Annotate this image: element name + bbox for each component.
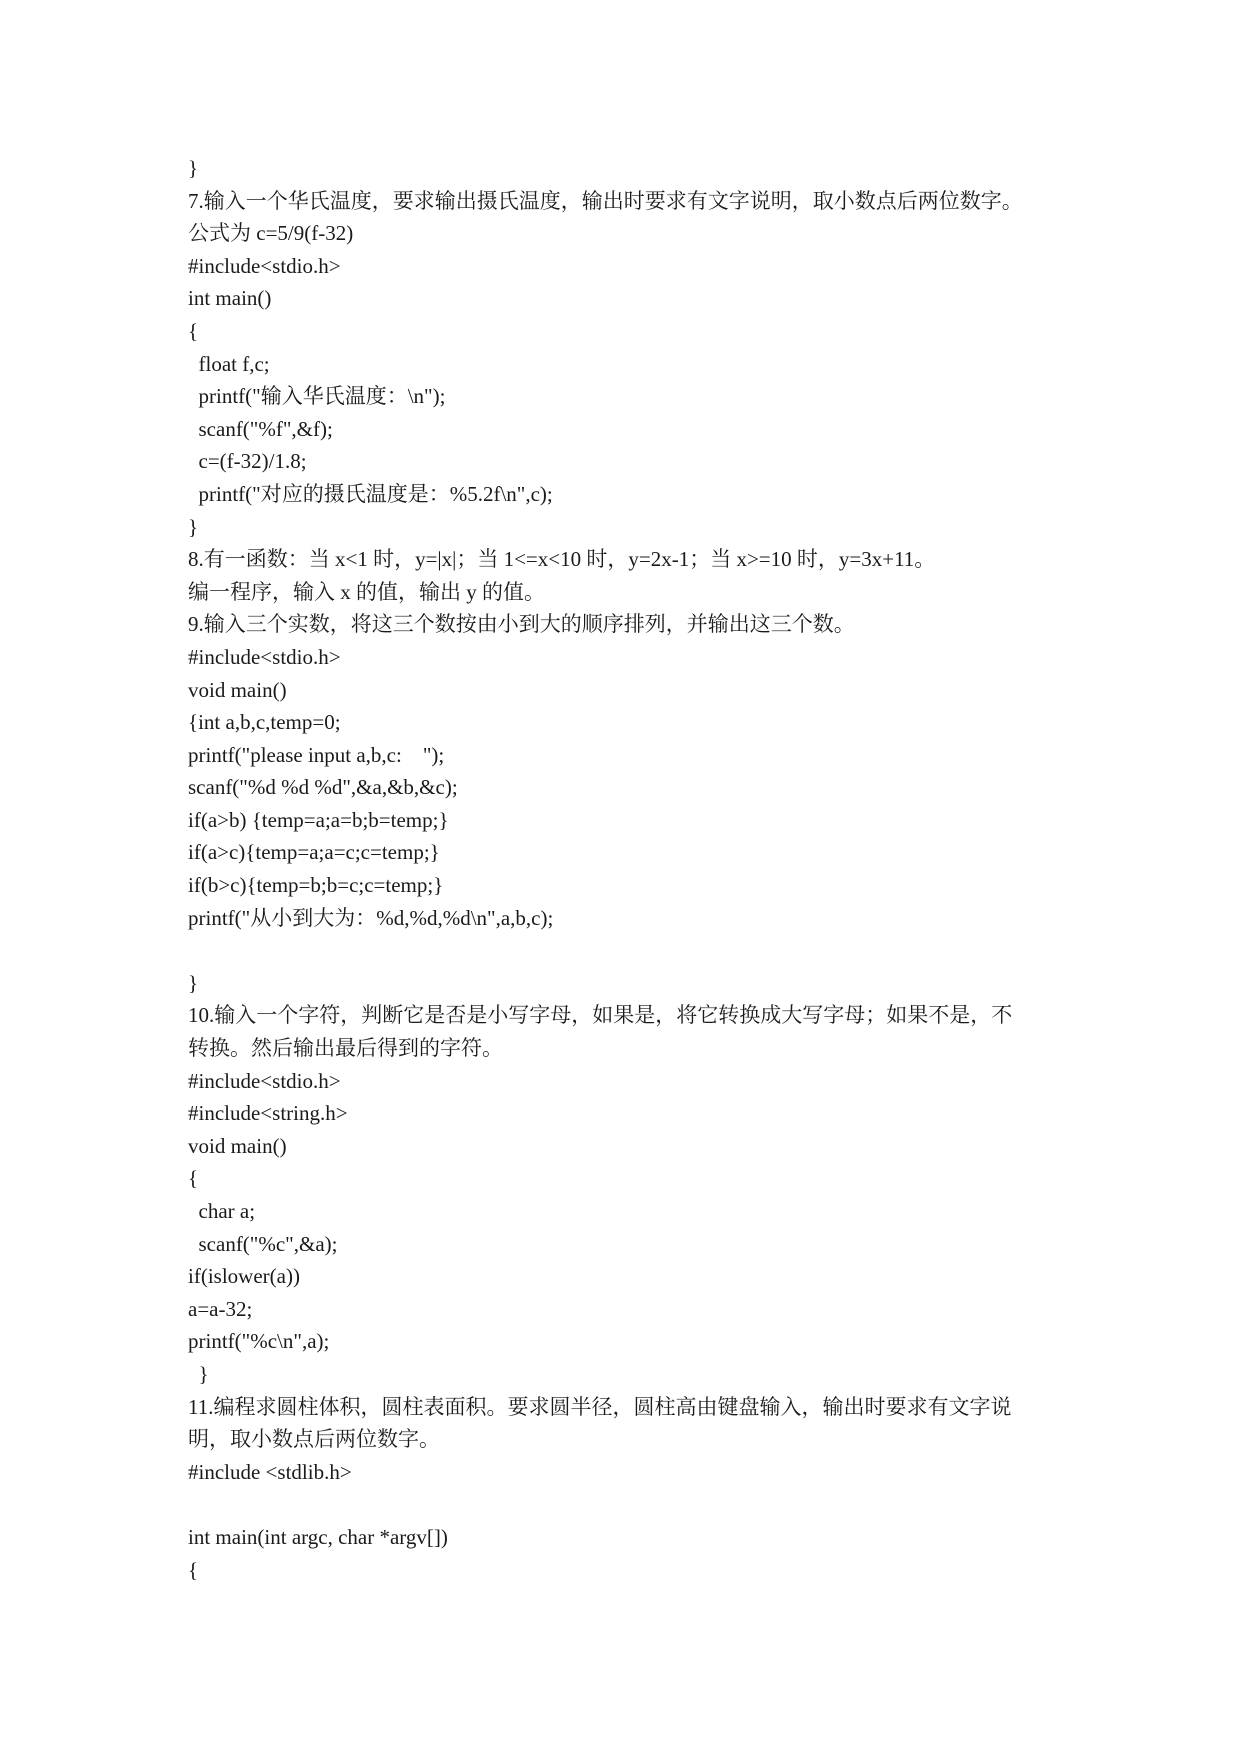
text-line: 9.输入三个实数，将这三个数按由小到大的顺序排列，并输出这三个数。: [188, 612, 855, 637]
text-line: int main(int argc, char *argv[]): [188, 1524, 448, 1549]
text-line: 转换。然后输出最后得到的字符。: [188, 1036, 503, 1061]
text-line: printf("%c\n",a);: [188, 1329, 330, 1354]
text-line: #include<stdio.h>: [188, 253, 341, 278]
text-line: 明，取小数点后两位数字。: [188, 1427, 440, 1452]
text-line: {: [188, 1557, 199, 1582]
text-line: #include<stdio.h>: [188, 644, 341, 669]
text-line: }: [188, 514, 199, 539]
text-line: char a;: [188, 1199, 256, 1223]
text-line: if(a>c){temp=a;a=c;c=temp;}: [188, 840, 440, 865]
text-line: scanf("%f",&f);: [188, 416, 333, 441]
text-line: {: [188, 1166, 199, 1191]
text-line: {int a,b,c,temp=0;: [188, 710, 341, 735]
text-line: 公式为 c=5/9(f-32): [188, 221, 354, 246]
text-line: 10.输入一个字符，判断它是否是小写字母，如果是，将它转换成大写字母；如果不是，不: [188, 1003, 1013, 1028]
text-line: c=(f-32)/1.8;: [188, 449, 307, 474]
text-line: }: [188, 970, 199, 995]
text-line: 8.有一函数：当 x<1 时，y=|x|；当 1<=x<10 时，y=2x-1；当 x>=10 时，y=3x+11。: [188, 547, 936, 572]
text-line: int main(): [188, 286, 272, 311]
text-line: printf("输入华氏温度：\n");: [188, 384, 446, 409]
text-line: void main(): [188, 1133, 287, 1158]
text-line: if(a>b) {temp=a;a=b;b=temp;}: [188, 807, 449, 832]
blank-line: [188, 1488, 1068, 1521]
text-line: #include <stdlib.h>: [188, 1459, 352, 1484]
text-line: void main(): [188, 677, 287, 702]
text-line: 7.输入一个华氏温度，要求输出摄氏温度，输出时要求有文字说明，取小数点后两位数字。: [188, 188, 1023, 213]
text-line: #include<stdio.h>: [188, 1068, 341, 1093]
text-line: }: [188, 156, 199, 180]
text-line: printf("从小到大为：%d,%d,%d\n",a,b,c);: [188, 905, 554, 930]
text-line: {: [188, 318, 199, 343]
text-line: #include<string.h>: [188, 1101, 348, 1126]
text-line: scanf("%d %d %d",&a,&b,&c);: [188, 775, 458, 800]
text-line: a=a-32;: [188, 1296, 253, 1321]
blank-line: [188, 934, 1068, 967]
text-line: if(islower(a)): [188, 1264, 300, 1289]
text-line: 11.编程求圆柱体积，圆柱表面积。要求圆半径，圆柱高由键盘输入，输出时要求有文字说: [188, 1394, 1012, 1419]
text-line: if(b>c){temp=b;b=c;c=temp;}: [188, 873, 444, 898]
text-line: float f,c;: [188, 351, 270, 376]
text-line: scanf("%c",&a);: [188, 1231, 338, 1256]
text-line: }: [188, 1361, 209, 1386]
document-body: [188, 152, 1068, 1586]
text-line: 编一程序，输入 x 的值，输出 y 的值。: [188, 579, 545, 604]
text-line: printf("please input a,b,c: ");: [188, 742, 445, 767]
text-line: printf("对应的摄氏温度是：%5.2f\n",c);: [188, 481, 553, 506]
